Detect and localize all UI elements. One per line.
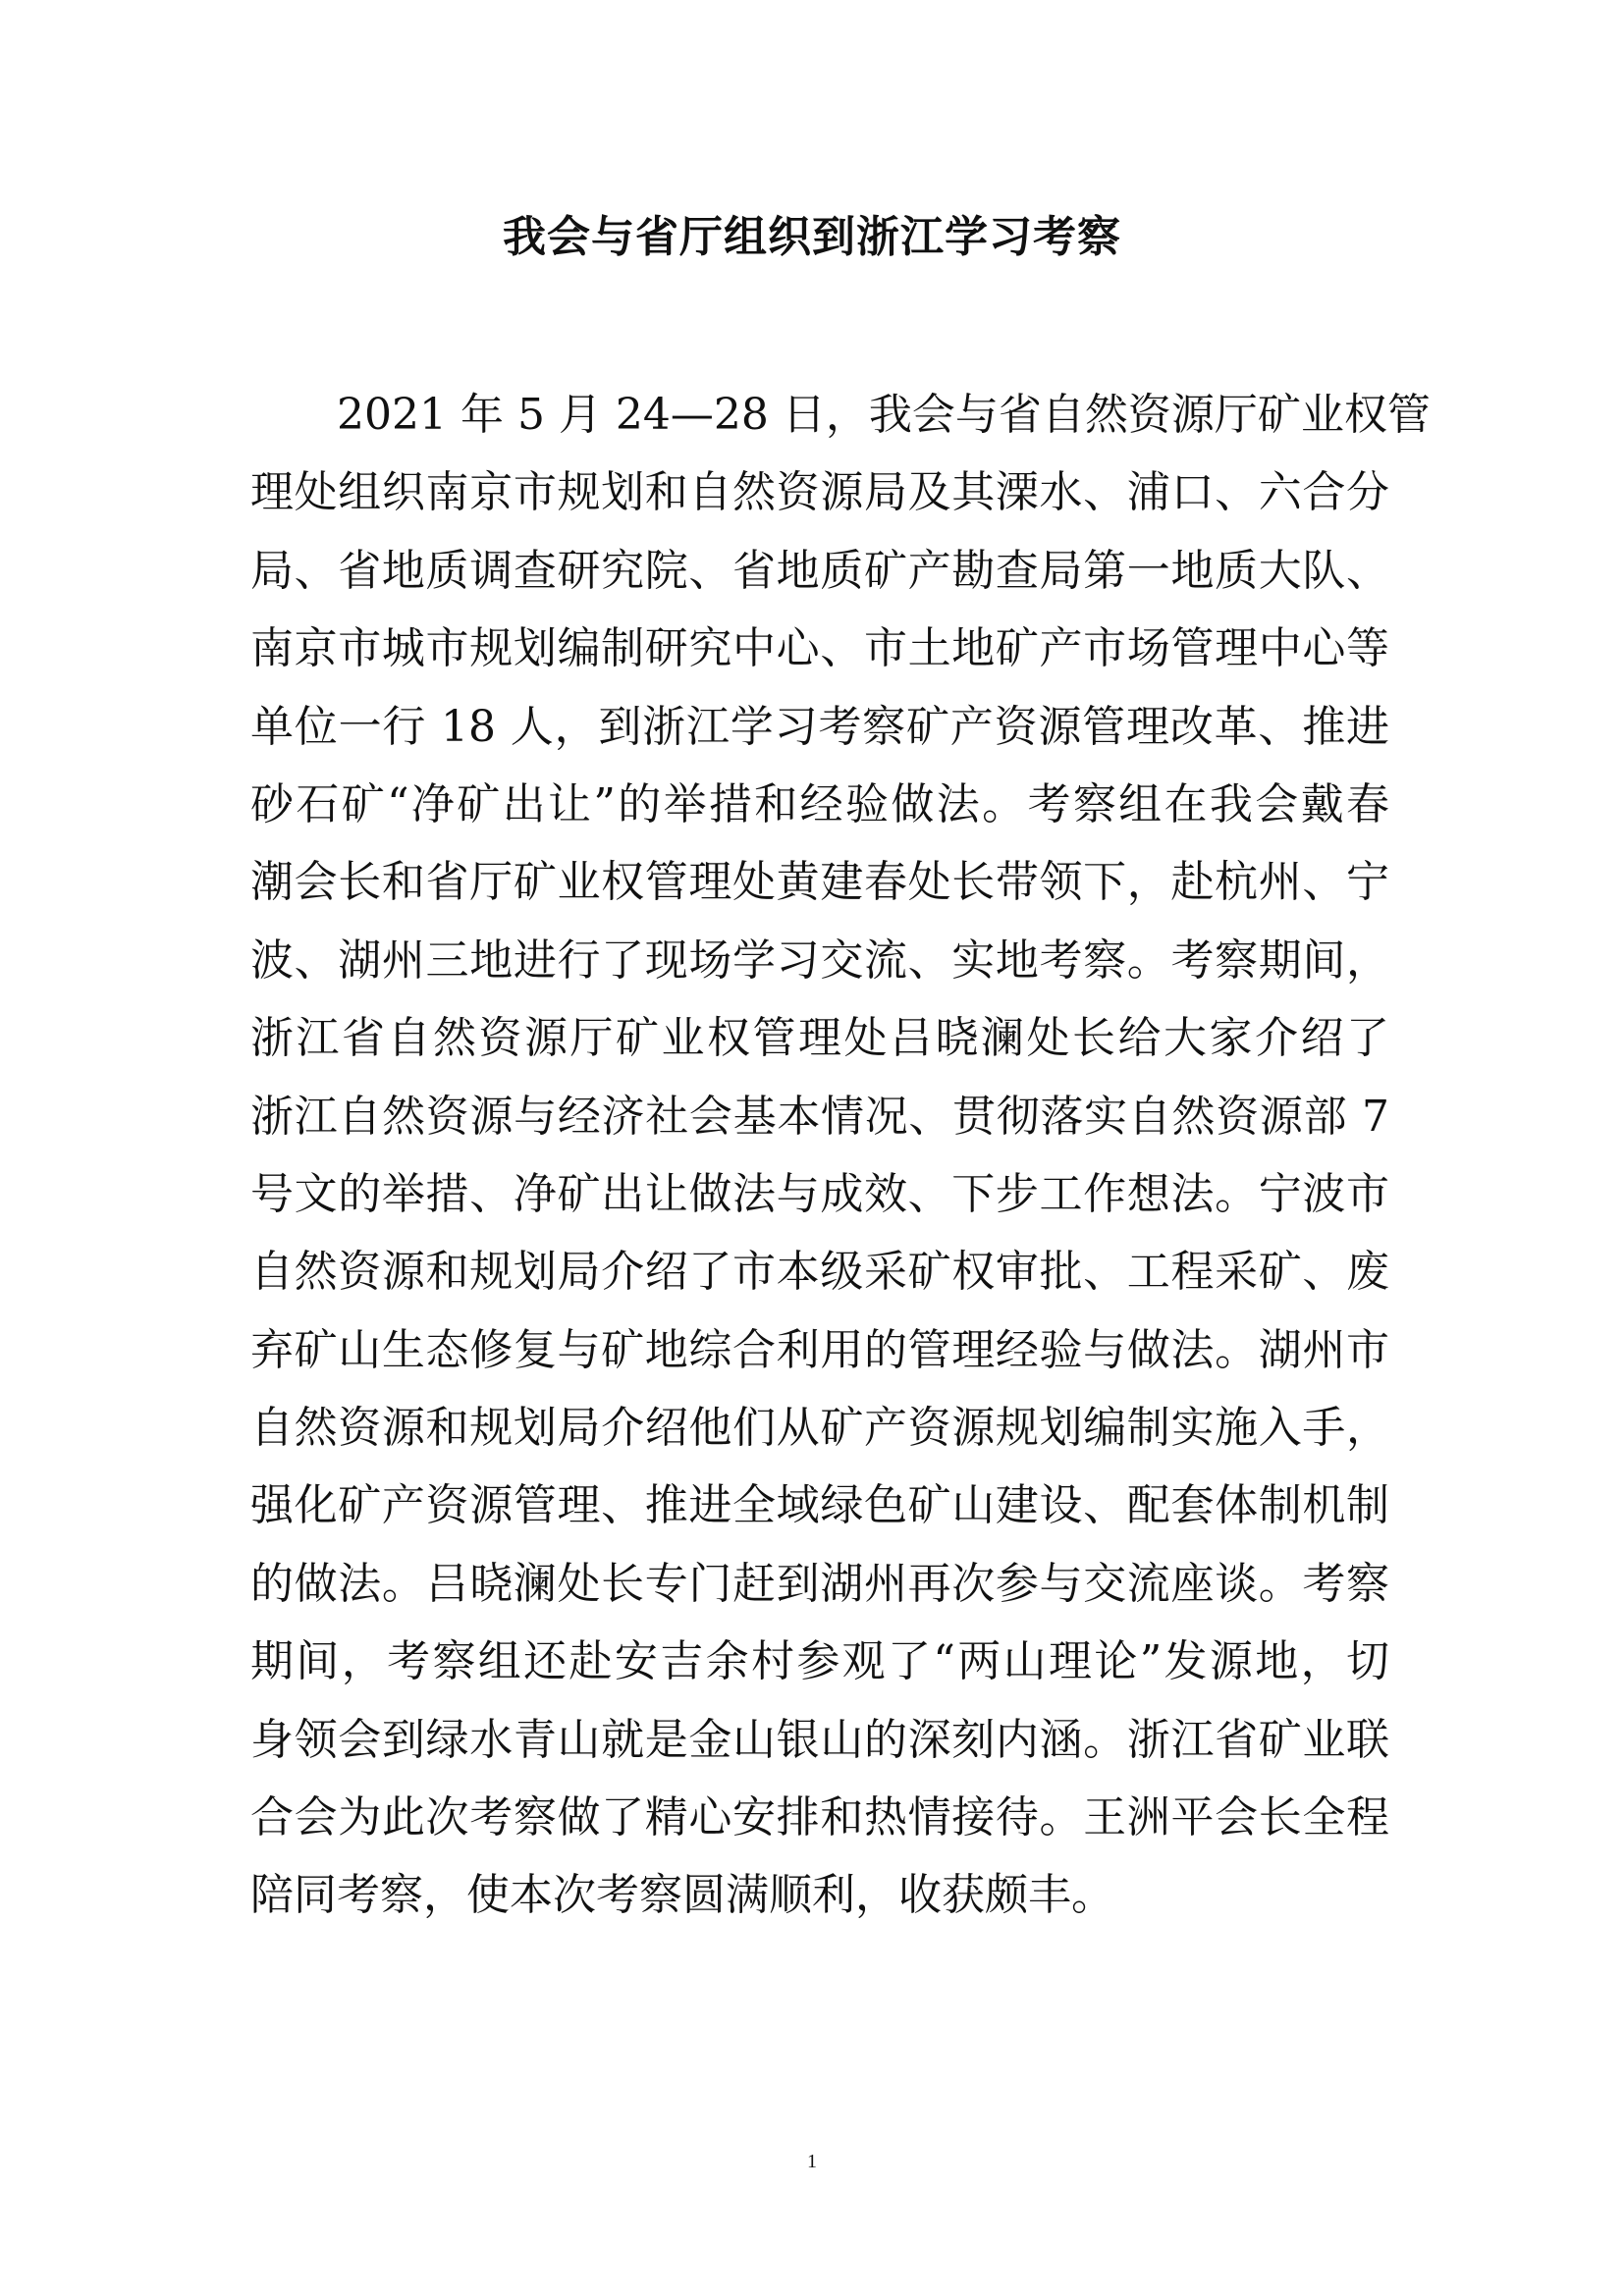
paragraph-line: 南京市城市规划编制研究中心、市土地矿产市场管理中心等 bbox=[250, 623, 1389, 674]
body-paragraph bbox=[250, 376, 1431, 1935]
paragraph-line: 的做法。吕晓澜处长专门赶到湖州再次参与交流座谈。考察 bbox=[250, 1558, 1389, 1609]
paragraph-line: 局、省地质调查研究院、省地质矿产勘查局第一地质大队、 bbox=[250, 545, 1389, 596]
paragraph-line: 期间，考察组还赴安吉余村参观了“两山理论”发源地，切 bbox=[250, 1636, 1389, 1687]
page-number: 1 bbox=[807, 2151, 817, 2172]
paragraph-line: 砂石矿“净矿出让”的举措和经验做法。考察组在我会戴春 bbox=[250, 778, 1389, 829]
paragraph-line: 自然资源和规划局介绍他们从矿产资源规划编制实施入手， bbox=[250, 1403, 1389, 1454]
paragraph-line: 陪同考察，使本次考察圆满顺利，收获颇丰。 bbox=[250, 1870, 1114, 1921]
paragraph-line: 波、湖州三地进行了现场学习交流、实地考察。考察期间， bbox=[250, 934, 1389, 986]
paragraph-line: 弃矿山生态修复与矿地综合利用的管理经验与做法。湖州市 bbox=[250, 1324, 1389, 1375]
paragraph-line: 身领会到绿水青山就是金山银山的深刻内涵。浙江省矿业联 bbox=[250, 1714, 1389, 1765]
paragraph-line: 单位一行 18 人，到浙江学习考察矿产资源管理改革、推进 bbox=[250, 701, 1389, 752]
paragraph-line: 合会为此次考察做了精心安排和热情接待。王洲平会长全程 bbox=[250, 1792, 1389, 1843]
paragraph-line: 强化矿产资源管理、推进全域绿色矿山建设、配套体制机制 bbox=[250, 1480, 1389, 1531]
paragraph-line: 浙江自然资源与经济社会基本情况、贯彻落实自然资源部 7 bbox=[250, 1091, 1389, 1142]
paragraph-line: 自然资源和规划局介绍了市本级采矿权审批、工程采矿、废 bbox=[250, 1247, 1389, 1298]
paragraph-line: 潮会长和省厅矿业权管理处黄建春处长带领下，赴杭州、宁 bbox=[250, 857, 1389, 908]
document-title: 我会与省厅组织到浙江学习考察 bbox=[503, 212, 1121, 262]
paragraph-line: 理处组织南京市规划和自然资源局及其溧水、浦口、六合分 bbox=[250, 467, 1389, 518]
paragraph-line: 号文的举措、净矿出让做法与成效、下步工作想法。宁波市 bbox=[250, 1168, 1389, 1219]
paragraph-line: 浙江省自然资源厅矿业权管理处吕晓澜处长给大家介绍了 bbox=[250, 1013, 1389, 1064]
paragraph-line: 2021 年 5 月 24—28 日，我会与省自然资源厅矿业权管 bbox=[337, 390, 1431, 440]
